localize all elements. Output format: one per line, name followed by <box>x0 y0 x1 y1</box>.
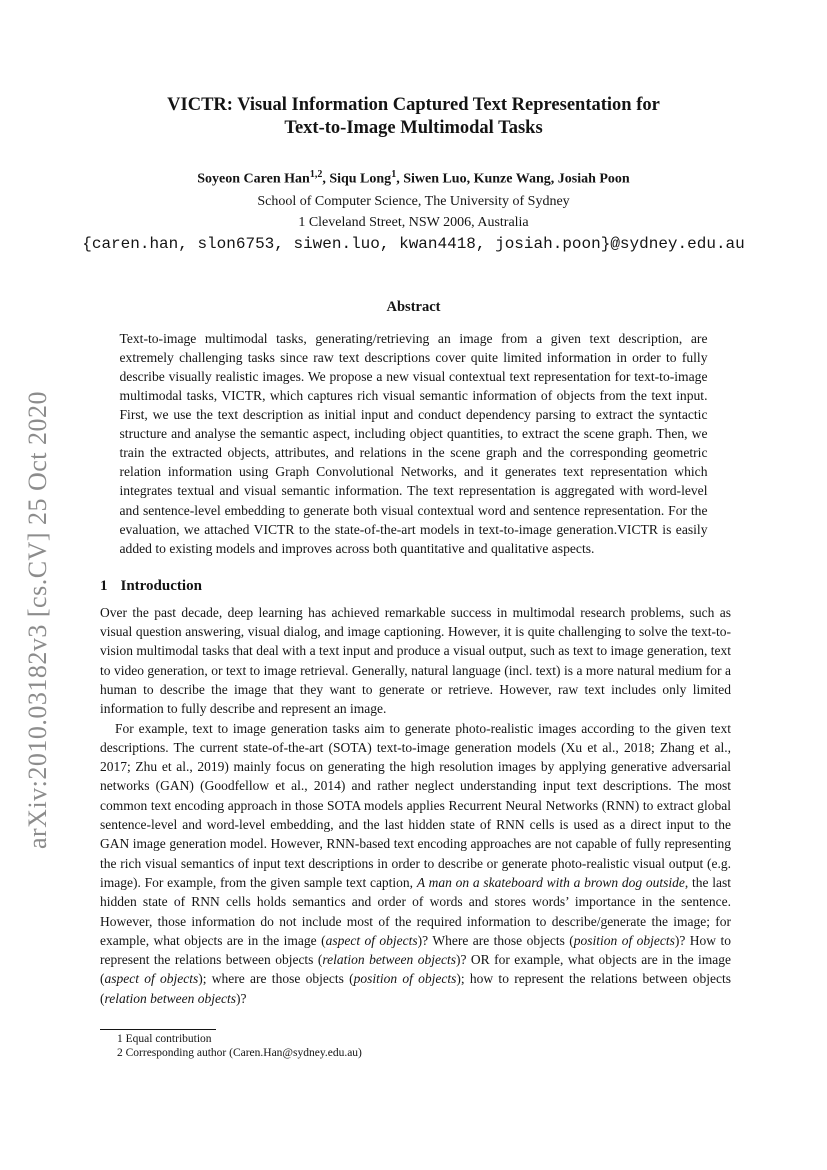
italic-text: position of objects <box>573 932 675 948</box>
text-segment: ); how to represent the relations between objects ( <box>100 971 731 1006</box>
text-segment: )? OR for example, what objects are in the image ( <box>100 952 731 987</box>
text-segment: , the last hidden state of RNN cells holds semantics and order of words and stores words’ importance in the sentence. However, those information do not include most of the required information to describe/generate the image; for example, what objects are in the image ( <box>100 874 731 948</box>
text-segment: , Siqu Long <box>322 171 392 187</box>
text-segment: Soyeon Caren Han <box>197 171 310 187</box>
italic-text: A man on a skateboard with a brown dog outside <box>416 874 685 890</box>
text-segment: For example, text to image generation tasks aim to generate photo-realistic images according to the given text descriptions. The current state-of-the-art (SOTA) text-to-image generation models (Xu et al., 2018; Zhang et al., 2017; Zhu et al., 2019) mainly focus on generating the high resolution images by applying generative adversarial networks (GAN) (Goodfellow et al., 2014) and rather neglect understanding input text descriptions. The most common text encoding approach in those SOTA models applies Recurrent Neural Networks (RNN) to extract global sentence-level and word-level embedding, and the last hidden state of RNN cells is used as a direct input to the GAN image generation model. However, RNN-based text encoding approaches are not capable of fully representing the rich visual semantics of input text descriptions in order to describe or generate photo-realistic visual output (e.g. image). For example, from the given sample text caption, <box>100 720 731 890</box>
footnote-block <box>100 1029 740 1060</box>
section-title: Introduction <box>120 577 202 594</box>
italic-text: aspect of objects <box>325 932 418 948</box>
footnote-2: 2 Corresponding author (Caren.Han@sydney.edu.au) <box>117 1046 362 1059</box>
paper-title-line-1: VICTR: Visual Information Captured Text Representation for <box>167 95 660 115</box>
text-segment: , Siwen Luo, Kunze Wang, Josiah Poon <box>396 171 630 187</box>
text-segment: )? How to represent the relations between objects ( <box>100 932 731 968</box>
italic-text: relation between objects <box>104 990 236 1006</box>
superscript: 1,2 <box>309 169 323 180</box>
italic-text: relation between objects <box>322 952 456 968</box>
author-list <box>0 166 827 189</box>
intro-paragraph-2 <box>100 719 731 1008</box>
abstract-text: Text-to-image multimodal tasks, generating/retrieving an image from a given text description, are extremely challenging tasks since raw text descriptions cover quite limited information in order to fully describe visually realistic images. We propose a new visual contextual text representation for text-to-image multimodal tasks, VICTR, which captures rich visual semantic information of objects from the text input. First, we use the text description as initial input and conduct dependency parsing to extract the syntactic structure and analyse the semantic aspect, including object quantities, to extract the scene graph. Then, we train the extracted objects, attributes, and relations in the scene graph and the corresponding geometric relation information using Graph Convolutional Networks, and it generates text representation which integrates textual and visual semantic information. The text representation is aggregated with word-level and sentence-level embedding to generate both visual contextual word and sentence representation. For the evaluation, we attached VICTR to the state-of-the-art models in text-to-image generation.VICTR is easily added to existing models and improves across both quantitative and qualitative aspects. <box>119 330 708 556</box>
abstract-heading: Abstract <box>386 298 441 315</box>
superscript: 1 <box>391 169 397 180</box>
arxiv-watermark: arXiv:2010.03182v3 [cs.CV] 25 Oct 2020 <box>23 390 52 850</box>
text-segment: )? Where are those objects ( <box>417 932 574 948</box>
email-line: {caren.han, slon6753, siwen.luo, kwan4418, josiah.poon}@sydney.edu.au <box>82 234 745 253</box>
section-number: 1 <box>100 577 108 594</box>
paper-title <box>0 0 827 140</box>
footnote-1: 1 Equal contribution <box>117 1033 212 1045</box>
italic-text: position of objects <box>353 971 457 987</box>
footnote-rule <box>100 1029 216 1030</box>
affiliation: School of Computer Science, The University of Sydney <box>257 193 570 209</box>
section-heading-introduction <box>100 578 731 595</box>
intro-paragraph-1: Over the past decade, deep learning has achieved remarkable success in multimodal research problems, such as visual question answering, visual dialog, and image captioning. However, it is quite challenging to solve the text-to-vision multimodal tasks that deal with a text input and produce a visual output, such as text to image generation, text to video generation, or text to image retrieval. Generally, natural language (incl. text) is a more natural medium for a human to describe the image that they want to generate or retrieve. However, raw text includes only limited information to fully describe and represent an image. <box>100 604 731 717</box>
paper-title-line-2: Text-to-Image Multimodal Tasks <box>284 118 543 138</box>
address: 1 Cleveland Street, NSW 2006, Australia <box>298 214 529 230</box>
text-segment: )? <box>235 990 247 1006</box>
text-segment: ); where are those objects ( <box>198 971 354 987</box>
italic-text: aspect of objects <box>104 971 199 987</box>
